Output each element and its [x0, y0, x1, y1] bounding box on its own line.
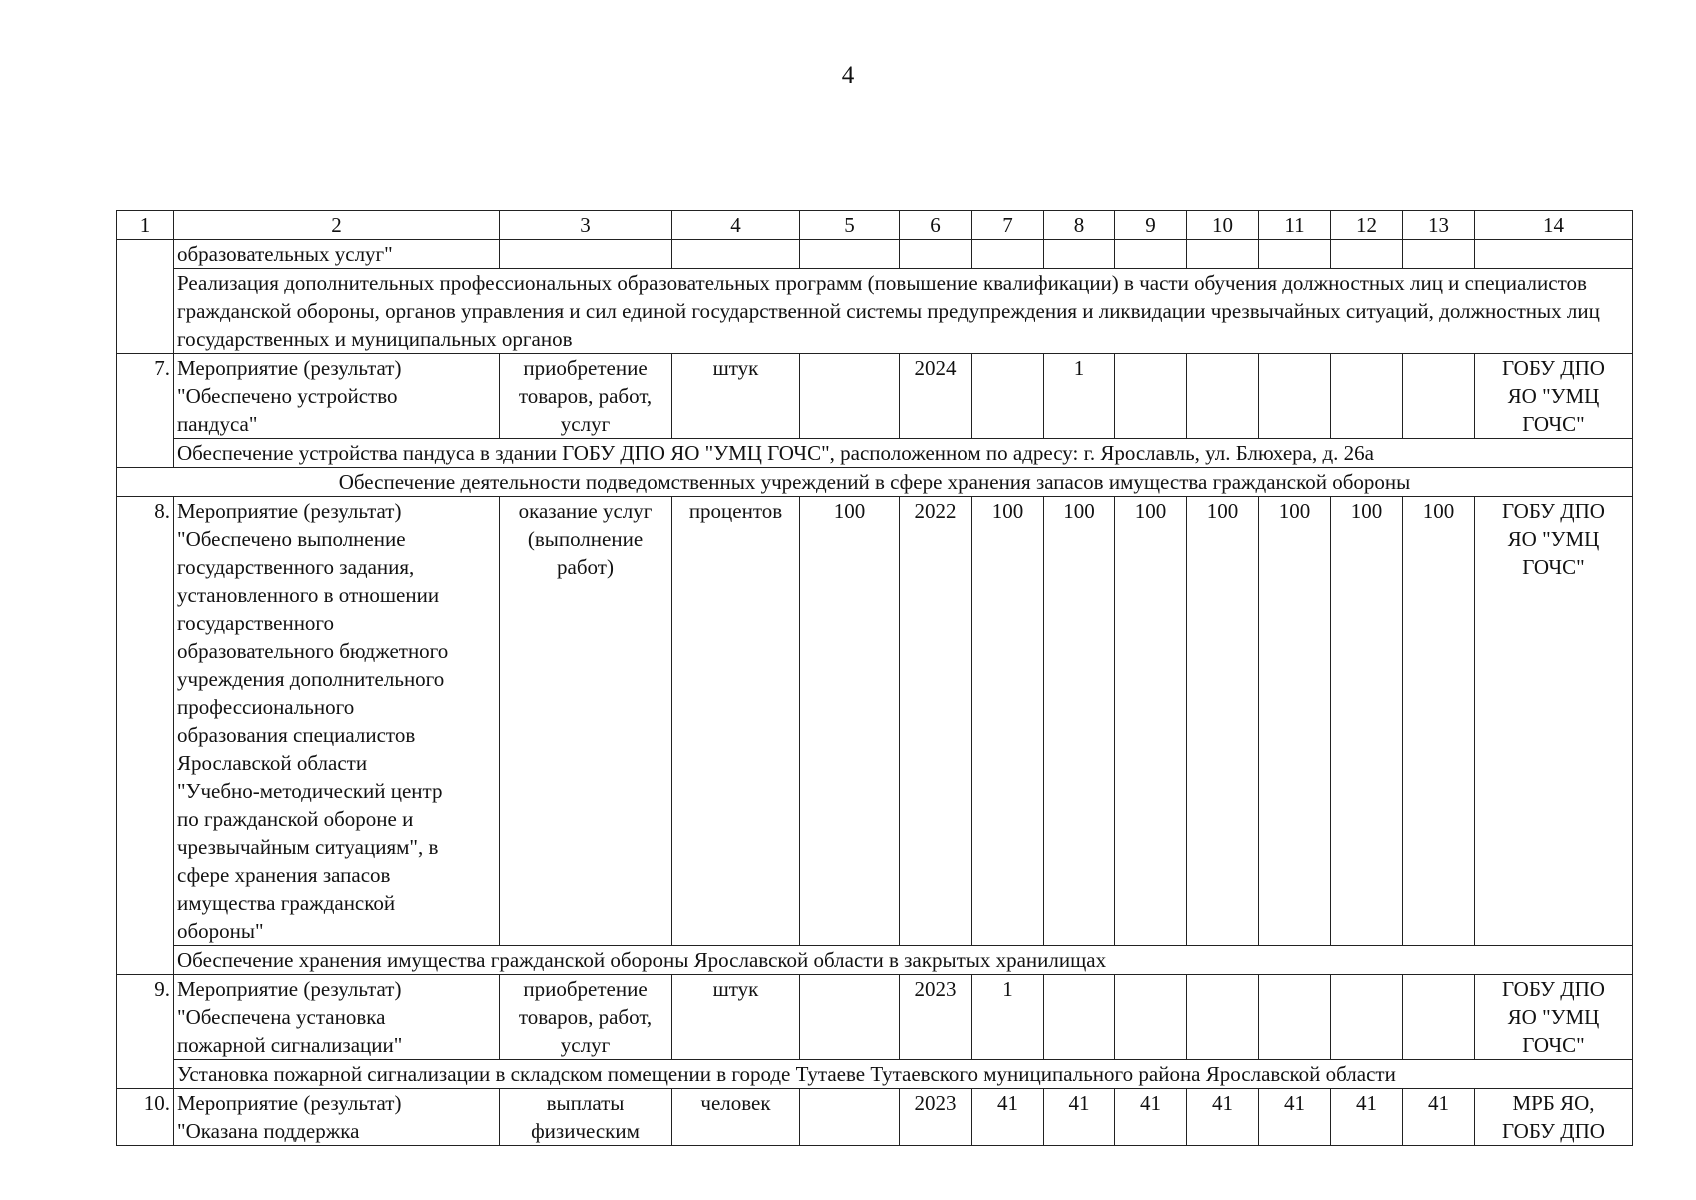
unit: человек — [672, 1089, 800, 1146]
base-value — [800, 354, 900, 439]
value-cell — [1331, 354, 1403, 439]
responsible: ГОБУ ДПО ЯО "УМЦ ГОЧС" — [1475, 497, 1633, 946]
value-cell: 41 — [1259, 1089, 1331, 1146]
row-number: 8. — [117, 497, 174, 975]
base-value — [800, 975, 900, 1060]
description-row — [117, 946, 1633, 975]
value-cell: 41 — [972, 1089, 1044, 1146]
measure-description: Установка пожарной сигнализации в складском помещении в городе Тутаеве Тутаевского муниципального района Ярославской области — [174, 1060, 1633, 1089]
measure-description: Обеспечение устройства пандуса в здании ГОБУ ДПО ЯО "УМЦ ГОЧС", расположенном по адресу: г. Ярославль, ул. Блюхера, д. 26а — [174, 439, 1633, 468]
value-cell: 41 — [1331, 1089, 1403, 1146]
base-year: 2023 — [900, 975, 972, 1060]
measure-description: Реализация дополнительных профессиональных образовательных программ (повышение квалификации) в части обучения должностных лиц и специалистов гражданской обороны, органов управления и сил единой государственной системы предупреждения и ликвидации чрезвычайных ситуаций, должностных лиц государственных и муниципальных органов — [174, 269, 1633, 354]
table-row — [117, 497, 1633, 946]
value-cell: 41 — [1187, 1089, 1259, 1146]
measure-name: образовательных услуг" — [174, 240, 500, 269]
measure-name: Мероприятие (результат) "Обеспечено выполнение государственного задания, установленного в отношении государственного образовательного бюджетного учреждения дополнительного профессионального образования специалистов Ярославской области "Учебно-методический центр по гражданской обороне и чрезвычайным ситуациям", в сфере хранения запасов имущества гражданской обороны" — [174, 497, 500, 946]
measure-type: оказание услуг (выполнение работ) — [500, 497, 672, 946]
table-row — [117, 1089, 1633, 1146]
table-row — [117, 354, 1633, 439]
value-cell: 1 — [1044, 354, 1115, 439]
value-cell: 100 — [1115, 497, 1187, 946]
measure-name: Мероприятие (результат) "Обеспечено устройство пандуса" — [174, 354, 500, 439]
value-cell: 100 — [972, 497, 1044, 946]
value-cell: 41 — [1044, 1089, 1115, 1146]
measures-table — [116, 210, 1633, 1146]
description-row — [117, 439, 1633, 468]
table-row — [117, 975, 1633, 1060]
section-row — [117, 468, 1633, 497]
measure-type: выплаты физическим — [500, 1089, 672, 1146]
value-cell: 100 — [1187, 497, 1259, 946]
value-cell — [1403, 975, 1475, 1060]
responsible: ГОБУ ДПО ЯО "УМЦ ГОЧС" — [1475, 354, 1633, 439]
value-cell — [1331, 975, 1403, 1060]
base-value: 100 — [800, 497, 900, 946]
measure-description: Обеспечение хранения имущества гражданской обороны Ярославской области в закрытых хранилищах — [174, 946, 1633, 975]
value-cell — [1403, 354, 1475, 439]
value-cell — [1259, 975, 1331, 1060]
col-header: 10 — [1187, 211, 1259, 240]
table-row — [117, 240, 1633, 269]
col-header: 9 — [1115, 211, 1187, 240]
col-header: 13 — [1403, 211, 1475, 240]
value-cell — [1044, 975, 1115, 1060]
col-header: 8 — [1044, 211, 1115, 240]
responsible: МРБ ЯО, ГОБУ ДПО — [1475, 1089, 1633, 1146]
value-cell — [1115, 975, 1187, 1060]
value-cell — [1259, 354, 1331, 439]
measure-type: приобретение товаров, работ, услуг — [500, 354, 672, 439]
col-header: 11 — [1259, 211, 1331, 240]
value-cell: 41 — [1115, 1089, 1187, 1146]
col-header: 12 — [1331, 211, 1403, 240]
responsible: ГОБУ ДПО ЯО "УМЦ ГОЧС" — [1475, 975, 1633, 1060]
col-header: 6 — [900, 211, 972, 240]
value-cell: 100 — [1403, 497, 1475, 946]
row-number-cell — [117, 240, 174, 354]
base-year: 2022 — [900, 497, 972, 946]
measure-name: Мероприятие (результат) "Оказана поддержка — [174, 1089, 500, 1146]
unit: штук — [672, 354, 800, 439]
section-title: Обеспечение деятельности подведомственных учреждений в сфере хранения запасов имущества гражданской обороны — [117, 468, 1633, 497]
unit: процентов — [672, 497, 800, 946]
page-number: 4 — [841, 62, 855, 89]
value-cell — [1115, 354, 1187, 439]
description-row — [117, 269, 1633, 354]
col-header: 3 — [500, 211, 672, 240]
measure-type: приобретение товаров, работ, услуг — [500, 975, 672, 1060]
description-row — [117, 1060, 1633, 1089]
unit: штук — [672, 975, 800, 1060]
row-number: 7. — [117, 354, 174, 468]
base-year: 2023 — [900, 1089, 972, 1146]
value-cell: 100 — [1044, 497, 1115, 946]
col-header: 2 — [174, 211, 500, 240]
col-header: 1 — [117, 211, 174, 240]
value-cell: 100 — [1331, 497, 1403, 946]
row-number: 10. — [117, 1089, 174, 1146]
col-header: 4 — [672, 211, 800, 240]
value-cell: 1 — [972, 975, 1044, 1060]
col-header: 14 — [1475, 211, 1633, 240]
value-cell: 41 — [1403, 1089, 1475, 1146]
value-cell — [1187, 354, 1259, 439]
value-cell — [972, 354, 1044, 439]
measure-name: Мероприятие (результат) "Обеспечена установка пожарной сигнализации" — [174, 975, 500, 1060]
base-value — [800, 1089, 900, 1146]
col-header: 5 — [800, 211, 900, 240]
column-number-row — [117, 211, 1633, 240]
value-cell — [1187, 975, 1259, 1060]
col-header: 7 — [972, 211, 1044, 240]
base-year: 2024 — [900, 354, 972, 439]
value-cell: 100 — [1259, 497, 1331, 946]
row-number: 9. — [117, 975, 174, 1089]
